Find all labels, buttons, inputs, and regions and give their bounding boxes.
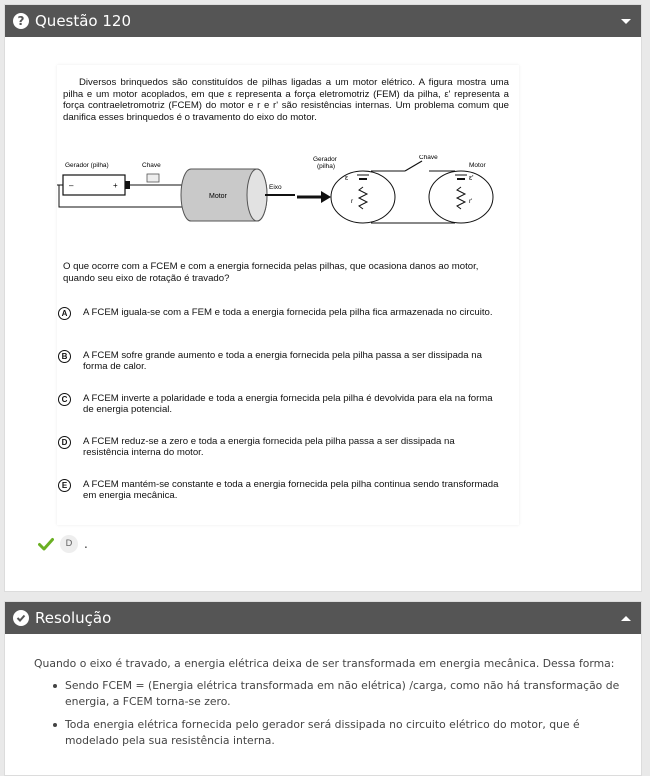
cemf-label: ε' xyxy=(469,175,474,182)
check-circle-icon xyxy=(13,610,29,626)
circuit-generator-sub: (pilha) xyxy=(317,163,336,170)
option-letter: A xyxy=(58,307,71,320)
generator-label: Gerador (pilha) xyxy=(65,162,109,169)
question-prompt: O que ocorre com a FCEM e com a energia fornecida pelas pilhas, que ocasiona danos ao motor, quando seu eixo de rotação é travado? xyxy=(63,261,479,284)
resolution-title: Resolução xyxy=(35,609,112,627)
question-panel xyxy=(4,4,642,592)
resolution-text xyxy=(34,656,624,756)
motor-label: Motor xyxy=(209,193,227,200)
question-circle-icon: ? xyxy=(13,13,29,29)
emf-label: ε xyxy=(345,175,349,182)
option-c[interactable] xyxy=(57,393,507,415)
bullet-text: Sendo FCEM = (Energia elétrica transformada em não elétrica) /carga, como não há transformação de energia, a FCEM torna-se zero. xyxy=(65,679,620,708)
circuit-switch-lever xyxy=(405,161,422,171)
arrow-head xyxy=(321,191,331,203)
internal-resistor-r-prime xyxy=(457,187,465,209)
option-letter: D xyxy=(58,436,71,449)
check-icon xyxy=(38,536,54,552)
question-panel-header[interactable] xyxy=(5,5,641,37)
internal-resistor-r xyxy=(359,187,367,209)
resolution-panel-header[interactable] xyxy=(5,602,641,634)
circuit-generator-label: Gerador xyxy=(313,156,337,163)
option-text: A FCEM mantém-se constante e toda a energia fornecida pela pilha continua sendo transformada em energia mecânica. xyxy=(83,479,499,502)
option-letter: C xyxy=(58,393,71,406)
r-prime-label: r' xyxy=(469,198,473,205)
resolution-list xyxy=(34,678,624,749)
option-b[interactable] xyxy=(57,350,507,372)
option-text: A FCEM reduz-se a zero e toda a energia fornecida pela pilha passa a ser dissipada na resistência interna do motor. xyxy=(83,436,455,459)
switch-body xyxy=(147,174,159,182)
circuit-motor-label: Motor xyxy=(469,162,486,169)
answer-letter-badge: D xyxy=(60,535,78,553)
bullet-text: Toda energia elétrica fornecida pelo gerador será dissipada no circuito elétrico do motor, que é modelado pela sua resistência interna. xyxy=(65,718,580,747)
question-title: Questão 120 xyxy=(35,12,132,30)
list-item xyxy=(34,678,624,710)
option-d[interactable] xyxy=(57,436,507,458)
option-text: A FCEM sofre grande aumento e toda a energia fornecida pela pilha passa a ser dissipada na forma de calor. xyxy=(83,350,482,373)
resolution-intro: Quando o eixo é travado, a energia elétrica deixa de ser transformada em energia mecânica. Dessa forma: xyxy=(34,657,615,670)
option-a[interactable] xyxy=(57,307,507,320)
circuit-figure xyxy=(57,155,519,225)
option-letter: B xyxy=(58,350,71,363)
option-text: A FCEM iguala-se com a FEM e toda a energia fornecida pela pilha fica armazenada no circuito. xyxy=(83,307,493,318)
list-item xyxy=(34,717,624,749)
battery-plus: + xyxy=(113,181,118,190)
battery-minus: – xyxy=(69,181,74,190)
question-card xyxy=(57,65,519,525)
option-text: A FCEM inverte a polaridade e toda a energia fornecida pela pilha é devolvida para ela na forma de energia potencial. xyxy=(83,393,493,416)
question-context: Diversos brinquedos são constituídos de pilhas ligadas a um motor elétrico. A figura mostra uma pilha e um motor acoplados, em que ε representa a força eletromotriz (FEM) da pilha, ε' representa a força contraeletromotriz (FCEM) do motor e r e r' são resistências internas. Um problema comum que danifica esses brinquedos é o travamento do eixo do motor. xyxy=(63,77,509,123)
option-e[interactable] xyxy=(57,479,507,501)
answer-suffix: . xyxy=(84,537,88,551)
answer-row xyxy=(38,535,88,553)
battery-terminal xyxy=(125,181,130,189)
r-label: r xyxy=(351,198,354,205)
circuit-switch-label: Chave xyxy=(419,155,438,161)
switch-label: Chave xyxy=(142,162,161,169)
chevron-up-icon[interactable] xyxy=(621,616,631,621)
chevron-down-icon[interactable] xyxy=(621,19,631,24)
axis-label: Eixo xyxy=(269,184,282,191)
option-letter: E xyxy=(58,479,71,492)
